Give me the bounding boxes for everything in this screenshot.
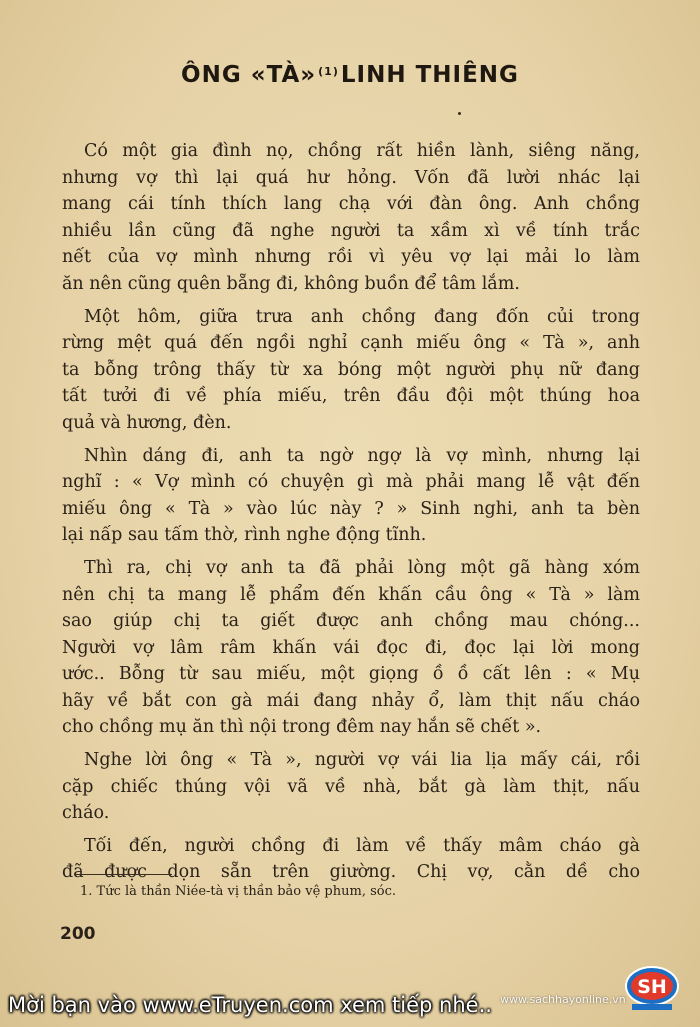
text-line: miếu ông « Tà » vào lúc này ? » Sinh nghi, anh ta bèn [62,498,640,519]
title-part-2: LINH THIÊNG [340,62,519,88]
footnote-reference: (1) [318,65,339,78]
text-line: Thì ra, chị vợ anh ta đã phải lòng một gã hàng xóm [84,557,640,578]
footnote-divider [74,874,172,875]
text-line: cháo. [62,803,110,824]
promo-banner[interactable] [0,985,700,1027]
text-line: nết của vợ mình nhưng rồi vì yêu vợ lại mải lo làm [62,247,640,268]
text-line: ta bỗng trông thấy từ xa bóng một người phụ nữ đang [62,359,640,380]
text-line: cho chồng mụ ăn thì nội trong đêm nay hắn sẽ chết ». [62,717,542,738]
paragraph [62,138,640,298]
text-line: Người vợ lâm râm khấn vái đọc đi, đọc lại lời mong [62,637,640,658]
text-line: nhưng vợ thì lại quá hư hỏng. Vốn đã lười nhác lại [62,167,640,188]
text-line: nên chị ta mang lễ phẩm đến khấn cầu ông « Tà » làm [62,584,640,605]
paragraph [62,747,640,827]
text-line: tất tưởi đi về phía miếu, trên đầu đội một thúng hoa [62,386,640,407]
promo-banner-text[interactable]: Mời bạn vào www.eTruyen.com xem tiếp nhé.. [8,993,492,1017]
text-line: nhiều lần cũng đã nghe người ta xầm xì về tính trắc [62,220,640,241]
text-line: sao giúp chị ta giết được anh chồng mau chóng... [62,611,640,632]
publisher-logo-text: SH [637,976,667,998]
chapter-title [0,62,700,88]
text-line: cặp chiếc thúng vội vã về nhà, bắt gà làm thịt, nấu [62,776,640,797]
paragraph [62,304,640,437]
publisher-logo-icon [622,962,682,1012]
title-part-1: ÔNG «TÀ» [181,62,317,88]
text-line: hãy về bắt con gà mái đang nhảy ổ, làm thịt nấu cháo [62,690,640,711]
text-line: rừng mệt quá đến ngồi nghỉ cạnh miếu ông « Tà », anh [62,333,640,354]
text-line: đã được dọn sẵn trên giường. Chị vợ, cằn dề cho [62,862,640,883]
text-line: Nghe lời ông « Tà », người vợ vái lia lịa mấy cái, rồi [84,750,640,771]
text-line: ăn nên cũng quên bẵng đi, không buồn để tâm lắm. [62,273,520,294]
text-line: lại nấp sau tấm thờ, rình nghe động tĩnh. [62,525,427,546]
footnote: 1. Tức là thần Niée-tà vị thần bảo vệ phum, sóc. [80,884,396,899]
text-line: Một hôm, giữa trưa anh chồng đang đốn củi trong [84,306,640,327]
text-line: Nhìn dáng đi, anh ta ngờ ngợ là vợ mình, nhưng lại [84,445,640,466]
site-watermark: www.sachhayonline.vn [500,993,626,1006]
story-body [62,138,640,886]
paragraph [62,833,640,886]
text-line: quả và hương, đèn. [62,412,232,433]
text-line: mang cái tính thích lang chạ với đàn ông. Anh chồng [62,194,640,215]
text-line: ước.. Bỗng từ sau miếu, một giọng ồ ồ cất lên : « Mụ [62,664,640,685]
paragraph [62,443,640,549]
paragraph [62,555,640,741]
page-number: 200 [60,924,96,944]
print-speck [458,112,461,115]
text-line: nghĩ : « Vợ mình có chuyện gì mà phải mang lễ vật đến [62,472,640,493]
text-line: Có một gia đình nọ, chồng rất hiền lành, siêng năng, [84,141,640,161]
text-line: Tối đến, người chồng đi làm về thấy mâm cháo gà [84,835,640,856]
